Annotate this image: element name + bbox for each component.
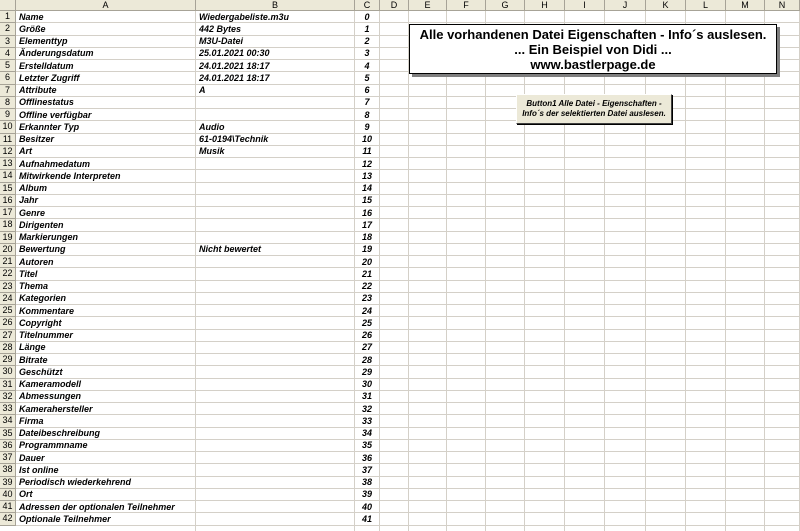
property-index-cell[interactable]: 12 (361, 158, 372, 169)
row-header[interactable]: 19 (0, 232, 16, 244)
property-value-cell[interactable] (199, 477, 354, 488)
property-name-cell[interactable]: Album (19, 183, 47, 193)
select-all-corner[interactable] (0, 0, 16, 11)
row-header[interactable]: 14 (0, 170, 16, 182)
property-index-cell[interactable]: 40 (361, 501, 372, 512)
row-header[interactable]: 37 (0, 452, 16, 464)
property-name-cell[interactable]: Besitzer (19, 134, 55, 144)
property-value-cell[interactable] (199, 342, 354, 353)
property-name-cell[interactable]: Änderungsdatum (19, 48, 94, 59)
property-value-cell[interactable] (199, 367, 354, 378)
property-value-cell[interactable]: 24.01.2021 18:17 (199, 72, 270, 83)
button-label-line-2: Info´s der selektierten Datei auslesen. (522, 109, 666, 118)
column-header-a[interactable]: A (16, 0, 196, 11)
property-value-cell[interactable] (199, 514, 354, 525)
property-index-cell[interactable]: 41 (361, 513, 372, 524)
row-header[interactable]: 2 (0, 23, 16, 35)
grid-line (485, 11, 486, 531)
read-properties-button[interactable] (516, 94, 672, 124)
property-value-cell[interactable] (199, 416, 354, 427)
property-value-cell[interactable] (199, 232, 354, 243)
property-value-cell[interactable] (199, 220, 354, 231)
property-name-cell[interactable]: Offline verfügbar (19, 109, 92, 120)
property-value-cell[interactable]: A (199, 85, 206, 95)
property-name-cell[interactable]: Kamerahersteller (19, 403, 93, 414)
property-index-cell[interactable]: 4 (364, 60, 370, 71)
property-value-cell[interactable] (199, 306, 354, 317)
row-header[interactable]: 22 (0, 268, 16, 280)
column-header-i[interactable]: I (565, 0, 605, 11)
column-header-g[interactable]: G (486, 0, 525, 11)
property-name-cell[interactable]: Erstelldatum (19, 60, 74, 71)
property-index-cell[interactable]: 6 (364, 85, 370, 95)
property-name-cell[interactable]: Offlinestatus (19, 97, 74, 108)
column-header-j[interactable]: J (605, 0, 646, 11)
column-header-m[interactable]: M (726, 0, 765, 11)
property-index-cell[interactable]: 30 (361, 379, 372, 389)
property-value-cell[interactable] (199, 208, 354, 219)
row-header[interactable]: 6 (0, 72, 16, 84)
property-value-cell[interactable] (199, 281, 354, 292)
property-value-cell[interactable] (199, 195, 354, 206)
property-value-cell[interactable] (199, 453, 354, 464)
property-name-cell[interactable]: Optionale Teilnehmer (19, 513, 111, 524)
row-header[interactable]: 33 (0, 403, 16, 415)
property-name-cell[interactable]: Periodisch wiederkehrend (19, 477, 132, 487)
property-name-cell[interactable]: Autoren (19, 256, 54, 267)
grid-line (446, 11, 447, 531)
property-index-cell[interactable]: 11 (362, 146, 372, 157)
property-name-cell[interactable]: Letzter Zugriff (19, 72, 80, 83)
property-index-cell[interactable]: 15 (361, 195, 372, 206)
property-value-cell[interactable] (199, 110, 354, 121)
property-index-cell[interactable]: 14 (361, 183, 372, 193)
property-value-cell[interactable]: Audio (199, 121, 225, 132)
property-index-cell[interactable]: 26 (361, 330, 372, 340)
property-value-cell[interactable]: Nicht bewertet (199, 244, 262, 255)
property-name-cell[interactable]: Name (19, 11, 44, 22)
property-index-cell[interactable]: 29 (361, 366, 372, 377)
property-name-cell[interactable]: Titelnummer (19, 330, 73, 340)
column-header-d[interactable]: D (380, 0, 409, 11)
property-index-cell[interactable]: 28 (361, 354, 372, 365)
property-name-cell[interactable]: Dauer (19, 452, 45, 463)
property-name-cell[interactable]: Kameramodell (19, 379, 82, 389)
row-header[interactable]: 17 (0, 207, 16, 219)
property-value-cell[interactable] (199, 269, 354, 280)
grid-line (764, 11, 765, 531)
property-name-cell[interactable]: Adressen der optionalen Teilnehmer (19, 501, 175, 512)
property-name-cell[interactable]: Ist online (19, 464, 59, 475)
property-name-cell[interactable]: Titel (19, 268, 38, 279)
row-header[interactable]: 15 (0, 183, 16, 195)
row-header[interactable]: 25 (0, 305, 16, 317)
property-name-cell[interactable]: Art (19, 146, 32, 157)
column-header-e[interactable]: E (409, 0, 447, 11)
grid-line (725, 11, 726, 531)
grid-line (524, 11, 525, 531)
property-name-cell[interactable]: Elementtyp (19, 36, 68, 46)
property-name-cell[interactable]: Copyright (19, 317, 62, 328)
row-header[interactable]: 27 (0, 330, 16, 342)
property-index-cell[interactable]: 33 (361, 415, 372, 426)
row-header[interactable]: 7 (0, 85, 16, 97)
property-index-cell[interactable]: 38 (361, 477, 372, 487)
property-index-cell[interactable]: 37 (361, 464, 372, 475)
property-value-cell[interactable]: 24.01.2021 18:17 (199, 60, 270, 71)
row-header[interactable]: 29 (0, 354, 16, 366)
grid-line (379, 11, 380, 531)
property-index-cell[interactable]: 25 (361, 317, 372, 328)
property-value-cell[interactable] (199, 489, 354, 500)
property-index-cell[interactable]: 24 (361, 305, 372, 316)
property-index-cell[interactable]: 23 (361, 293, 372, 304)
property-index-cell[interactable]: 31 (361, 391, 372, 402)
property-value-cell[interactable]: 61-0194\Technik (199, 134, 269, 144)
property-index-cell[interactable]: 10 (361, 134, 372, 144)
row-header[interactable]: 5 (0, 60, 16, 72)
column-header-k[interactable]: K (646, 0, 686, 11)
row-header[interactable]: 38 (0, 464, 16, 476)
property-index-cell[interactable]: 9 (364, 121, 370, 132)
property-index-cell[interactable]: 0 (364, 11, 370, 22)
row-header[interactable]: 26 (0, 317, 16, 329)
row-header[interactable]: 31 (0, 379, 16, 391)
property-value-cell[interactable] (199, 97, 354, 108)
row-header[interactable]: 41 (0, 501, 16, 513)
row-header[interactable]: 28 (0, 342, 16, 354)
property-index-cell[interactable]: 2 (364, 36, 370, 46)
property-name-cell[interactable]: Bewertung (19, 244, 66, 255)
property-value-cell[interactable] (199, 502, 354, 513)
property-name-cell[interactable]: Kommentare (19, 305, 75, 316)
property-value-cell[interactable] (199, 404, 354, 415)
property-value-cell[interactable] (199, 355, 354, 366)
property-name-cell[interactable]: Dirigenten (19, 219, 64, 230)
property-name-cell[interactable]: Erkannter Typ (19, 121, 80, 132)
row-header[interactable]: 23 (0, 281, 16, 293)
property-index-cell[interactable]: 8 (364, 109, 370, 120)
row-header[interactable]: 40 (0, 489, 16, 501)
property-value-cell[interactable] (199, 428, 354, 439)
property-value-cell[interactable] (199, 183, 354, 194)
property-name-cell[interactable]: Thema (19, 281, 49, 291)
grid-line (564, 11, 565, 531)
title-textbox (409, 24, 777, 74)
grid-line (195, 11, 196, 531)
title-line-2: ... Ein Beispiel von Didi ... (514, 42, 672, 57)
grid-line (604, 11, 605, 531)
property-index-cell[interactable]: 19 (361, 244, 372, 255)
property-name-cell[interactable]: Jahr (19, 195, 39, 206)
property-value-cell[interactable] (199, 171, 354, 182)
row-header[interactable]: 42 (0, 513, 16, 525)
column-header-n[interactable]: N (765, 0, 800, 11)
property-value-cell[interactable]: 25.01.2021 00:30 (199, 48, 270, 59)
property-index-cell[interactable]: 39 (361, 489, 372, 500)
property-index-cell[interactable]: 13 (361, 170, 372, 181)
property-name-cell[interactable]: Länge (19, 342, 46, 353)
property-name-cell[interactable]: Kategorien (19, 293, 67, 304)
property-value-cell[interactable] (199, 293, 354, 304)
property-value-cell[interactable] (199, 318, 354, 329)
property-index-cell[interactable]: 34 (361, 428, 372, 438)
grid-line (408, 11, 409, 531)
row-header[interactable]: 1 (0, 11, 16, 23)
row-header[interactable]: 35 (0, 428, 16, 440)
property-name-cell[interactable]: Aufnahmedatum (19, 158, 91, 169)
column-header-f[interactable]: F (447, 0, 486, 11)
property-index-cell[interactable]: 7 (364, 97, 370, 108)
row-header[interactable]: 3 (0, 36, 16, 48)
property-index-cell[interactable]: 27 (361, 342, 372, 353)
property-name-cell[interactable]: Genre (19, 207, 46, 218)
property-name-cell[interactable]: Ort (19, 489, 33, 500)
property-value-cell[interactable] (199, 379, 354, 390)
property-name-cell[interactable]: Abmessungen (19, 391, 82, 402)
row-header[interactable]: 24 (0, 293, 16, 305)
property-index-cell[interactable]: 35 (361, 440, 372, 451)
property-name-cell[interactable]: Größe (19, 23, 46, 34)
property-index-cell[interactable]: 1 (364, 23, 370, 34)
title-line-3: www.bastlerpage.de (530, 57, 656, 72)
row-header[interactable]: 36 (0, 440, 16, 452)
button-label-line-1: Button1 Alle Datei - Eigenschaften - (526, 99, 662, 108)
title-line-1: Alle vorhandenen Datei Eigenschaften - Info´s auslesen. (419, 27, 767, 42)
row-header[interactable]: 18 (0, 219, 16, 231)
property-value-cell[interactable]: M3U-Datei (199, 36, 244, 46)
row-header[interactable]: 39 (0, 477, 16, 489)
row-header[interactable]: 13 (0, 158, 16, 170)
property-index-cell[interactable]: 32 (361, 403, 372, 414)
property-name-cell[interactable]: Markierungen (19, 232, 79, 242)
property-value-cell[interactable]: Wiedergabeliste.m3u (199, 11, 289, 22)
row-header[interactable]: 32 (0, 391, 16, 403)
row-header[interactable]: 34 (0, 415, 16, 427)
property-index-cell[interactable]: 5 (364, 72, 370, 83)
grid-line (685, 11, 686, 531)
property-name-cell[interactable]: Programmname (19, 440, 88, 451)
property-index-cell[interactable]: 18 (361, 232, 372, 242)
property-value-cell[interactable] (199, 159, 354, 170)
property-name-cell[interactable]: Geschützt (19, 366, 63, 377)
grid-line (645, 11, 646, 531)
property-index-cell[interactable]: 22 (361, 281, 372, 291)
property-index-cell[interactable]: 16 (361, 207, 372, 218)
property-name-cell[interactable]: Firma (19, 415, 44, 426)
property-value-cell[interactable] (199, 440, 354, 451)
property-value-cell[interactable] (199, 330, 354, 341)
property-index-cell[interactable]: 17 (361, 219, 372, 230)
property-value-cell[interactable] (199, 391, 354, 402)
property-index-cell[interactable]: 20 (361, 256, 372, 267)
property-value-cell[interactable] (199, 257, 354, 268)
property-name-cell[interactable]: Mitwirkende Interpreten (19, 170, 121, 181)
property-name-cell[interactable]: Dateibeschreibung (19, 428, 101, 438)
property-value-cell[interactable]: 442 Bytes (199, 23, 242, 34)
column-header-c[interactable]: C (355, 0, 380, 11)
property-index-cell[interactable]: 36 (361, 452, 372, 463)
property-value-cell[interactable]: Musik (199, 146, 225, 157)
column-header-l[interactable]: L (686, 0, 726, 11)
row-header[interactable]: 12 (0, 146, 16, 158)
property-index-cell[interactable]: 21 (361, 268, 372, 279)
column-header-h[interactable]: H (525, 0, 565, 11)
row-header[interactable]: 16 (0, 195, 16, 207)
property-index-cell[interactable]: 3 (364, 48, 370, 59)
grid-line (354, 11, 355, 531)
row-header[interactable]: 8 (0, 97, 16, 109)
column-header-b[interactable]: B (196, 0, 355, 11)
row-header[interactable]: 21 (0, 256, 16, 268)
property-name-cell[interactable]: Attribute (19, 85, 57, 95)
row-header[interactable]: 11 (0, 134, 16, 146)
row-header[interactable]: 9 (0, 109, 16, 121)
row-header[interactable]: 4 (0, 48, 16, 60)
row-header[interactable]: 10 (0, 121, 16, 133)
row-header[interactable]: 30 (0, 366, 16, 378)
row-header[interactable]: 20 (0, 244, 16, 256)
property-name-cell[interactable]: Bitrate (19, 354, 48, 365)
property-value-cell[interactable] (199, 465, 354, 476)
